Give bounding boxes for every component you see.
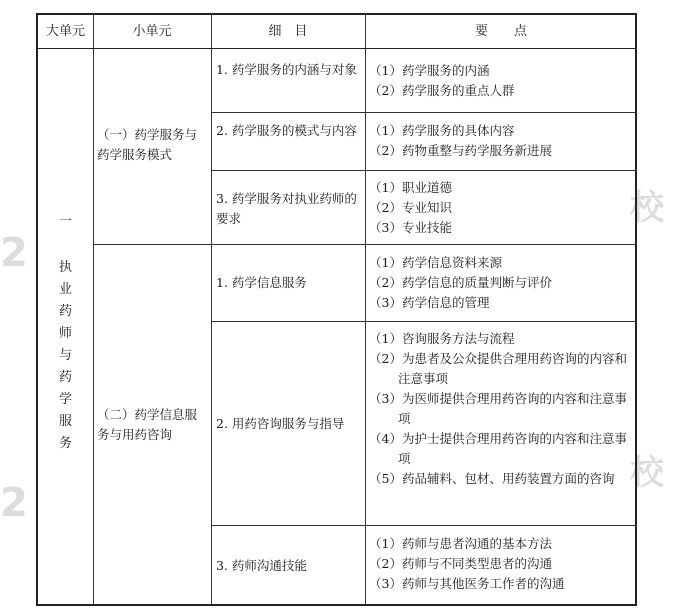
header-key-points: 要 点 [474, 24, 527, 39]
sub-unit-label: （一）药学服务与药学服务模式 [97, 127, 198, 162]
key-point: （5）药品辅料、包材、用药装置方面的咨询 [369, 471, 615, 486]
key-point: （2）药学信息的质量判断与评价 [369, 275, 552, 290]
key-point: （1）药师与患者沟通的基本方法 [369, 536, 552, 551]
key-point: （1）咨询服务方法与流程 [369, 331, 515, 346]
sub-unit-label: （二）药学信息服务与用药咨询 [97, 407, 198, 442]
syllabus-table [36, 13, 637, 606]
key-point: （2）专业知识 [369, 200, 452, 215]
watermark: 校 [630, 453, 664, 493]
detail-item: 3. 药学服务对执业药师的要求 [216, 191, 357, 226]
key-point: （2）药学服务的重点人群 [369, 83, 515, 98]
detail-item: 2. 药学服务的模式与内容 [216, 123, 357, 138]
header-major-unit: 大单元 [45, 24, 85, 39]
key-point: （2）药物重整与药学服务新进展 [369, 143, 552, 158]
watermark: 校 [630, 188, 664, 228]
key-point: （2）药师与不同类型患者的沟通 [369, 556, 552, 571]
watermark: 2 [0, 230, 28, 276]
key-point: （3）药师与其他医务工作者的沟通 [369, 576, 565, 591]
key-points-list [369, 253, 635, 313]
key-point: （1）药学服务的具体内容 [369, 123, 515, 138]
key-points-list [369, 61, 635, 101]
key-point: （1）药学信息资料来源 [369, 255, 502, 270]
key-points-list [369, 329, 635, 489]
detail-item: 2. 用药咨询服务与指导 [216, 416, 345, 431]
key-point: （1）药学服务的内涵 [369, 63, 490, 78]
key-point: （3）为医师提供合理用药咨询的内容和注意事项 [369, 391, 627, 426]
key-point: （2）为患者及公众提供合理用药咨询的内容和注意事项 [369, 351, 627, 386]
major-unit-title: 执 业 药 师 与 药 学 服 务 [58, 260, 72, 451]
header-detail: 细 目 [268, 24, 308, 39]
watermark: 2 [0, 480, 28, 526]
major-unit-number: 一 [58, 214, 72, 229]
header-sub-unit: 小单元 [132, 24, 172, 39]
key-point: （4）为护士提供合理用药咨询的内容和注意事项 [369, 431, 627, 466]
detail-item: 1. 药学服务的内涵与对象 [216, 62, 357, 77]
key-point: （3）专业技能 [369, 220, 452, 235]
key-points-list [369, 178, 635, 238]
detail-item: 3. 药师沟通技能 [216, 558, 307, 573]
key-point: （3）药学信息的管理 [369, 295, 490, 310]
key-points-list [369, 534, 635, 594]
key-point: （1）职业道德 [369, 180, 452, 195]
key-points-list [369, 121, 635, 161]
detail-item: 1. 药学信息服务 [216, 275, 307, 290]
